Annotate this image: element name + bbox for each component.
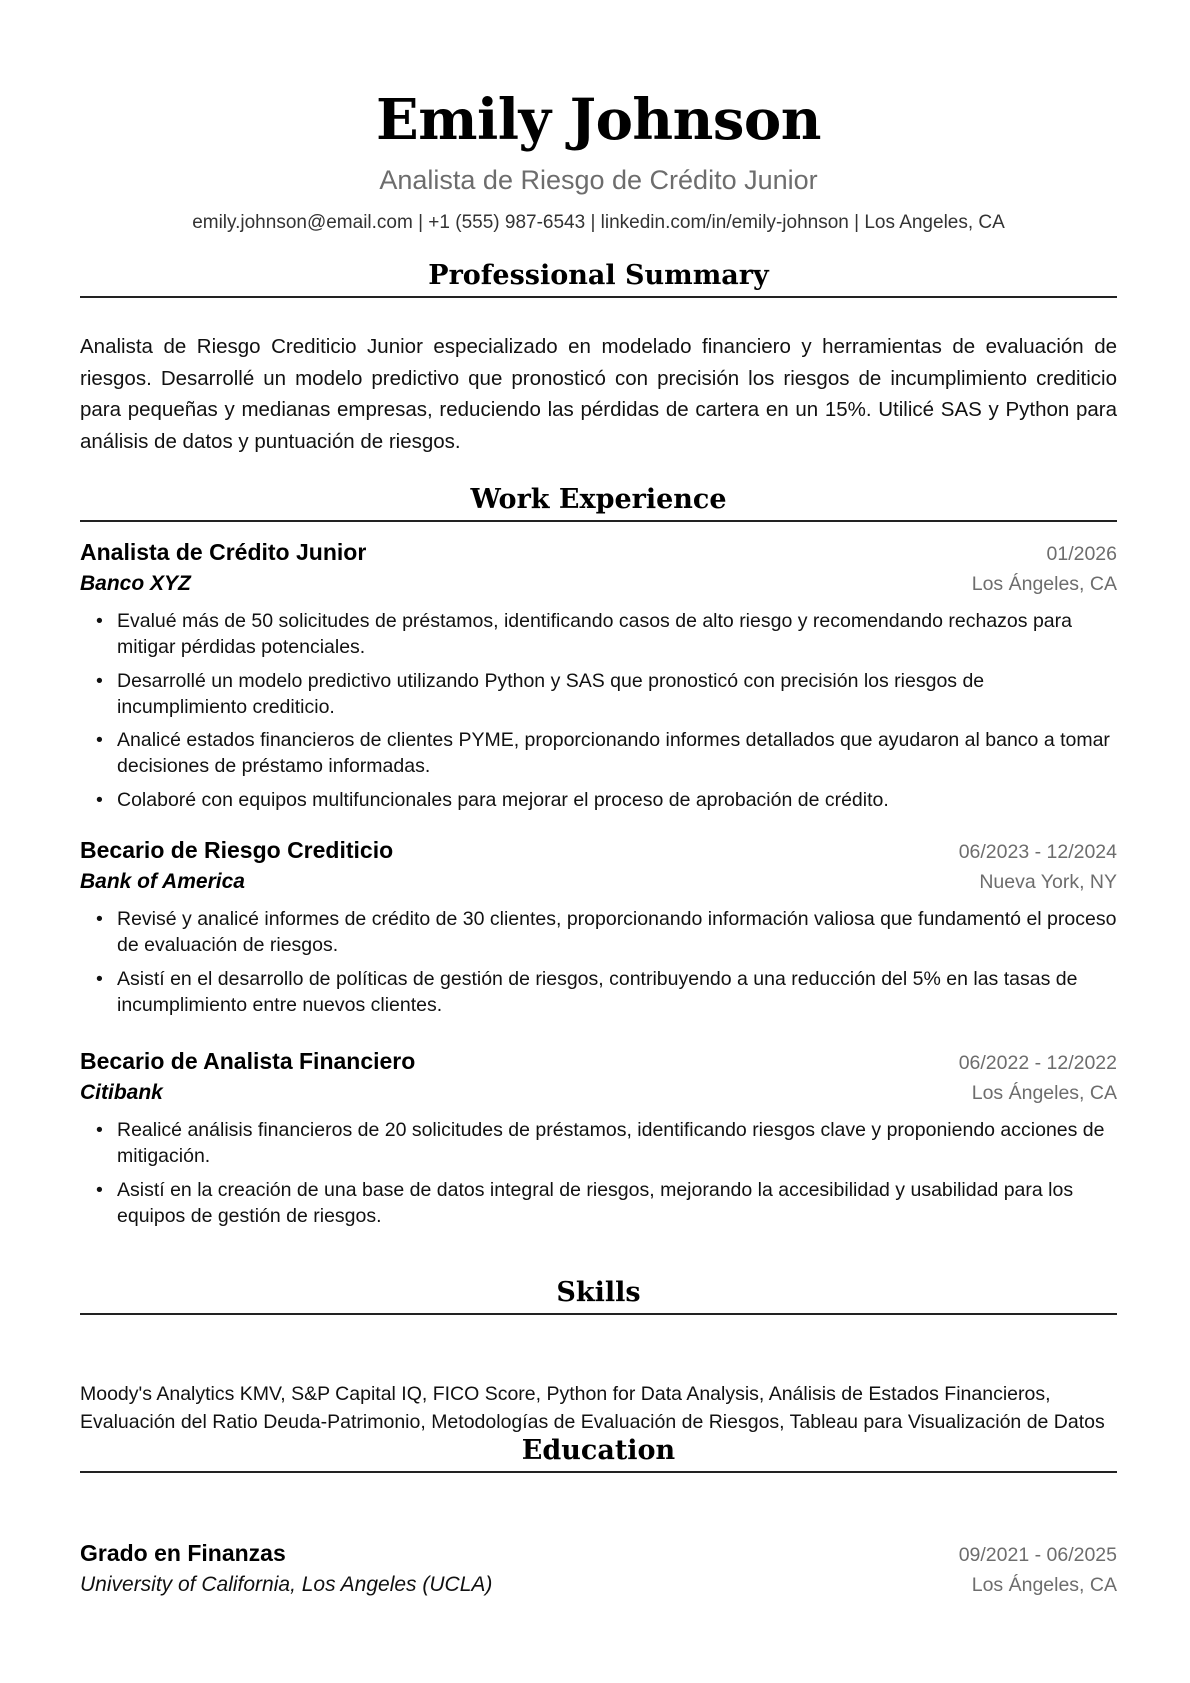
job-title: Becario de Analista Financiero [80,1048,416,1074]
job-bullet: • Asistí en el desarrollo de políticas de gestión de riesgos, contribuyendo a una reducción del 5% en las tasas de incumplimiento entre nuevos clientes. [80,966,1117,1018]
contact-line: emily.johnson@email.com | +1 (555) 987-6543 | linkedin.com/in/emily-johnson | Los Angeles, CA [192,212,1005,233]
job-date: 01/2026 [1046,543,1117,565]
job-location: Los Ángeles, CA [971,1082,1117,1104]
education-header-row [80,1538,1117,1570]
job-bullets [80,608,1117,813]
job-bullet: • Asistí en la creación de una base de datos integral de riesgos, mejorando la accesibilidad y usabilidad para los equipos de gestión de riesgos. [80,1177,1117,1229]
experience-heading: Work Experience [470,484,727,515]
skills-heading: Skills [556,1277,641,1308]
education-school-row [80,1570,1117,1600]
job-bullets [80,1117,1117,1229]
job-date: 06/2023 - 12/2024 [958,841,1117,863]
job-bullet: • Realicé análisis financieros de 20 solicitudes de préstamos, identificando riesgos clave y proponiendo acciones de mitigación. [80,1117,1117,1169]
education-heading: Education [521,1435,676,1466]
education-location: Los Ángeles, CA [971,1574,1117,1596]
candidate-name: Emily Johnson [376,87,821,153]
education-date: 09/2021 - 06/2025 [958,1544,1117,1566]
job-bullet: • Revisé y analicé informes de crédito de 30 clientes, proporcionando información valiosa que fundamentó el proceso de evaluación de riesgos. [80,906,1117,958]
skills-text: Moody's Analytics KMV, S&P Capital IQ, FICO Score, Python for Data Analysis, Análisis de Estados Financieros, Evaluación del Ratio Deuda-Patrimonio, Metodologías de Evaluación de Riesgos, Tableau para Visualización de Datos [80,1383,1105,1433]
job-bullets [80,906,1117,1018]
education-divider [80,1471,1117,1473]
job-header-row [80,537,1117,569]
education-school: University of California, Los Angeles (UCLA) [80,1573,493,1596]
job-bullet: • Analicé estados financieros de clientes PYME, proporcionando informes detallados que ayudaron al banco a tomar decisiones de préstamo informadas. [80,727,1117,779]
summary-text: Analista de Riesgo Crediticio Junior especializado en modelado financiero y herramientas de evaluación de riesgos. Desarrollé un modelo predictivo que pronosticó con precisión los riesgos de incumplimiento crediticio para pequeñas y medianas empresas, reduciendo las pérdidas de cartera en un 15%. Utilicé SAS y Python para análisis de datos y puntuación de riesgos. [80,335,1117,453]
job-company-row [80,569,1117,599]
job-company: Bank of America [80,870,245,893]
job-entry [80,1046,1117,1236]
job-entry [80,537,1117,820]
education-degree: Grado en Finanzas [80,1540,286,1566]
job-bullet: • Evalué más de 50 solicitudes de préstamos, identificando casos de alto riesgo y recomendando rechazos para mitigar pérdidas potenciales. [80,608,1117,660]
job-company: Citibank [80,1081,163,1104]
job-company: Banco XYZ [80,572,191,595]
skills-divider [80,1313,1117,1315]
job-title: Analista de Crédito Junior [80,539,367,565]
job-location: Nueva York, NY [979,871,1117,893]
education-entry [80,1538,1117,1600]
job-bullet: • Colaboré con equipos multifuncionales para mejorar el proceso de aprobación de crédito. [80,787,1117,813]
job-bullet: • Desarrollé un modelo predictivo utilizando Python y SAS que pronosticó con precisión los riesgos de incumplimiento crediticio. [80,668,1117,720]
experience-divider [80,520,1117,522]
job-title: Becario de Riesgo Crediticio [80,837,394,863]
job-company-row [80,867,1117,897]
summary-divider [80,296,1117,298]
job-location: Los Ángeles, CA [971,573,1117,595]
job-entry [80,835,1117,1025]
job-date: 06/2022 - 12/2022 [958,1052,1117,1074]
job-header-row [80,1046,1117,1078]
candidate-title: Analista de Riesgo de Crédito Junior [379,165,818,195]
job-company-row [80,1078,1117,1108]
job-header-row [80,835,1117,867]
summary-heading: Professional Summary [428,260,769,291]
